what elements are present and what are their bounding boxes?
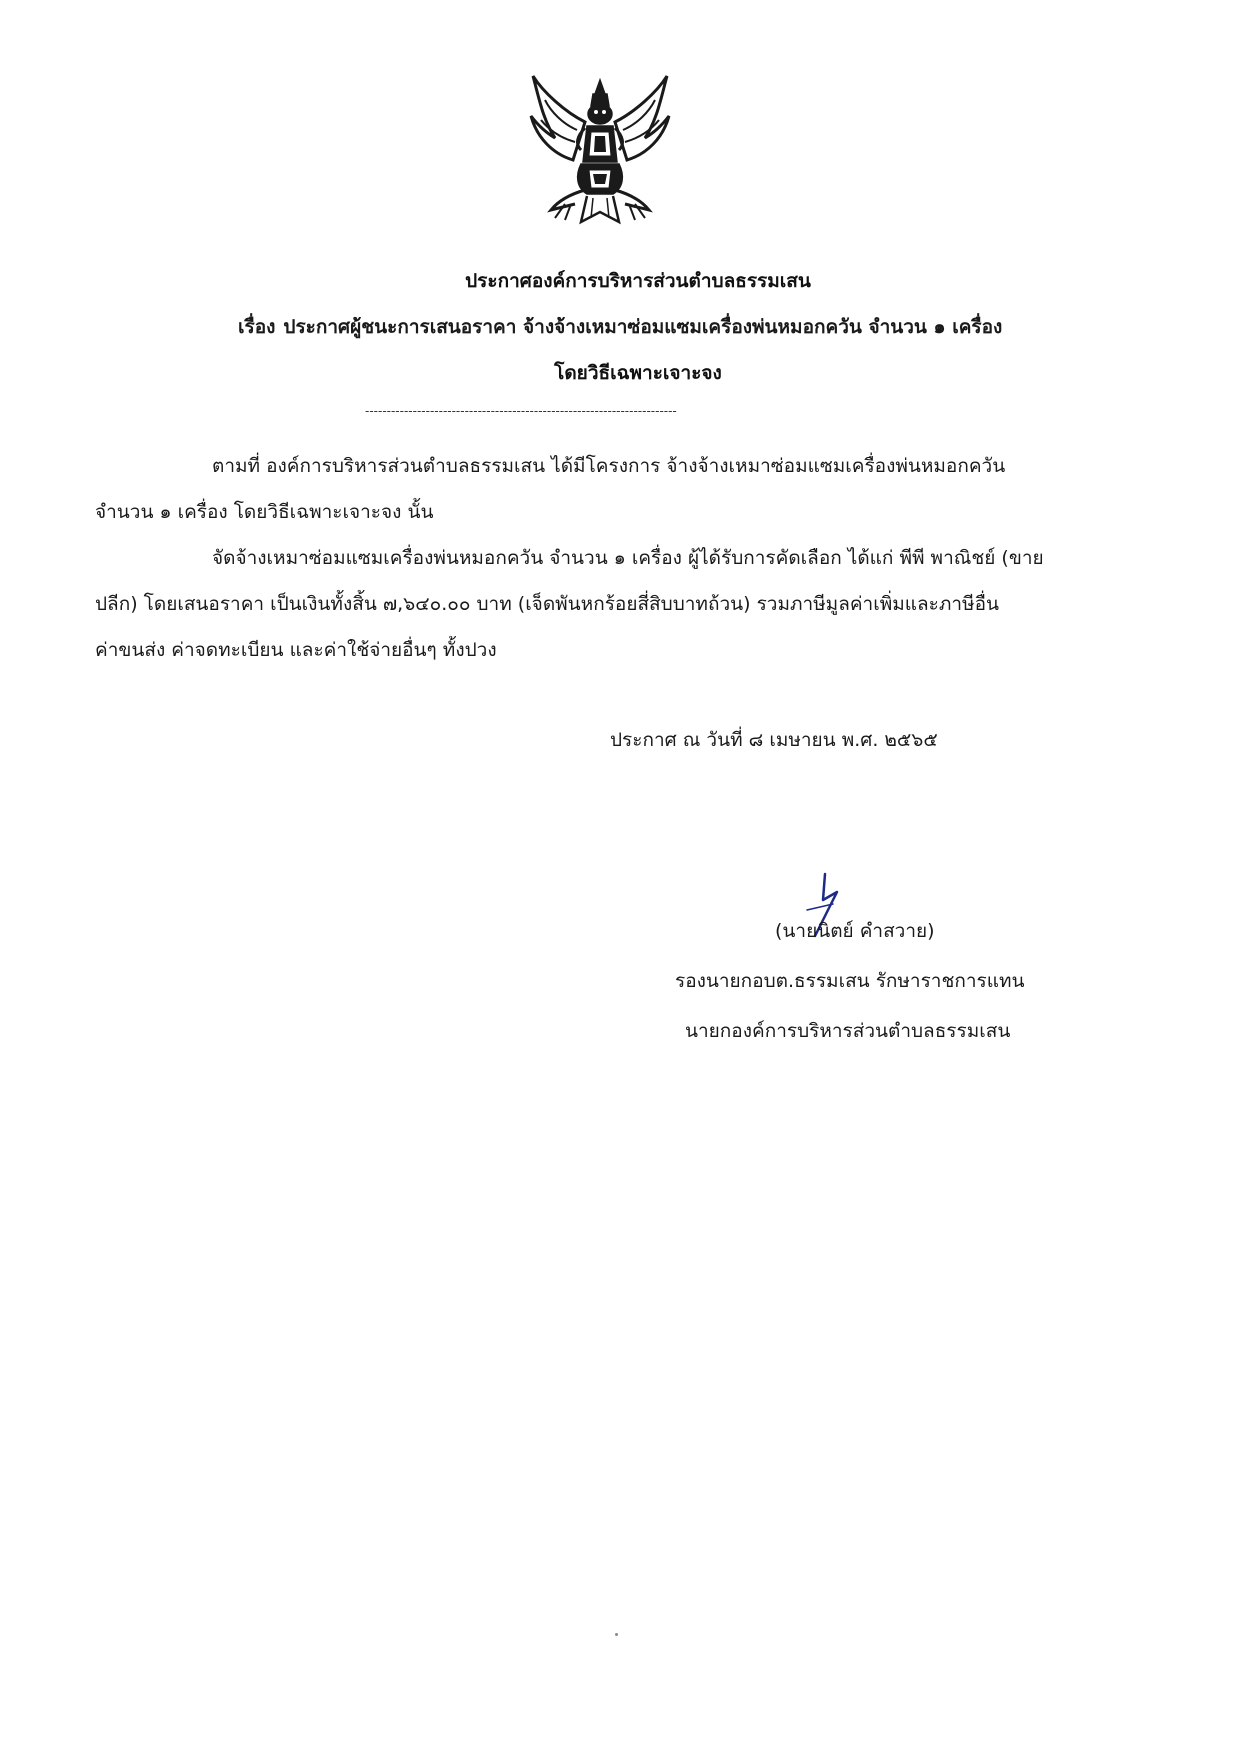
paragraph-1-line-1: ตามที่ องค์การบริหารส่วนตำบลธรรมเสน ได้มีโครงการ จ้างจ้างเหมาซ่อมแซมเครื่องพ่นหมอกควัน (212, 455, 1006, 477)
announcement-subject (238, 312, 1002, 342)
announcement-date: ประกาศ ณ วันที่ ๘ เมษายน พ.ศ. ๒๕๖๕ (610, 729, 938, 751)
paragraph-1-line-2: จำนวน ๑ เครื่อง โดยวิธีเฉพาะเจาะจง นั้น (95, 501, 434, 523)
signer-position-line-1: รองนายกอบต.ธรรมเสน รักษาราชการแทน (675, 970, 1025, 992)
subject-text: ประกาศผู้ชนะการเสนอราคา จ้างจ้างเหมาซ่อมแซมเครื่องพ่นหมอกควัน จำนวน ๑ เครื่อง (283, 316, 1003, 338)
subject-label: เรื่อง (238, 316, 276, 338)
paragraph-2-line-1: จัดจ้างเหมาซ่อมแซมเครื่องพ่นหมอกควัน จำนวน ๑ เครื่อง ผู้ได้รับการคัดเลือก ได้แก่ พีพี พาณิชย์ (ขาย (212, 547, 1044, 569)
garuda-emblem-icon (525, 72, 675, 232)
paragraph-2-line-2: ปลีก) โดยเสนอราคา เป็นเงินทั้งสิ้น ๗,๖๔๐.๐๐ บาท (เจ็ดพันหกร้อยสี่สิบบาทถ้วน) รวมภาษีมูลค่าเพิ่มและภาษีอื่น (95, 593, 999, 615)
scan-speck (615, 1633, 618, 1636)
signer-name: (นายนิตย์ คำสวาย) (775, 920, 935, 942)
separator-line: ------------------------------------------------------------------------ (365, 404, 677, 418)
signer-position-line-2: นายกองค์การบริหารส่วนตำบลธรรมเสน (685, 1020, 1011, 1042)
announcement-title: ประกาศองค์การบริหารส่วนตำบลธรรมเสน (465, 270, 811, 292)
procurement-method: โดยวิธีเฉพาะเจาะจง (554, 362, 722, 384)
paragraph-2-line-3: ค่าขนส่ง ค่าจดทะเบียน และค่าใช้จ่ายอื่นๆ ทั้งปวง (95, 639, 497, 661)
